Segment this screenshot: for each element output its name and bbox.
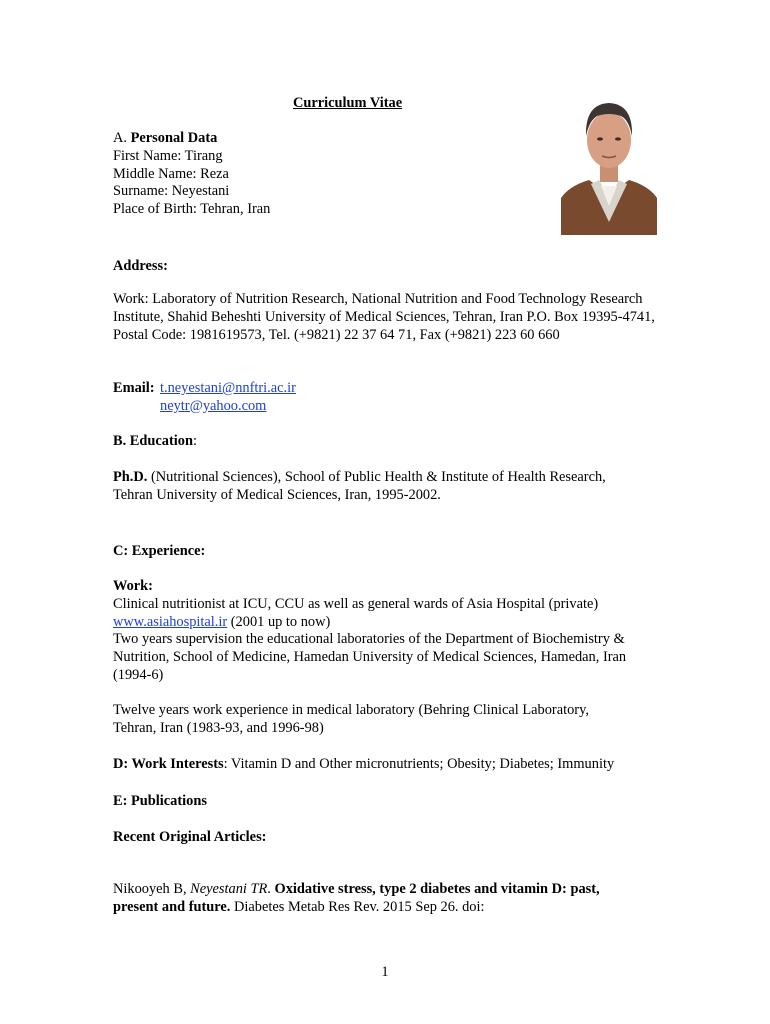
- asia-hospital-link[interactable]: www.asiahospital.ir: [113, 613, 228, 630]
- publications-heading: E: Publications: [113, 793, 207, 809]
- article-entry: Nikooyeh B, Neyestani TR. Oxidative stress, type 2 diabetes and vitamin D: past, present and future. Diabetes Metab Res Rev. 2015 Sep 26. doi:: [113, 881, 600, 915]
- email-block: [113, 380, 658, 416]
- experience-line-1: Clinical nutritionist at ICU, CCU as well as general wards of Asia Hospital (private): [113, 595, 599, 612]
- recent-articles-heading: Recent Original Articles:: [113, 829, 267, 845]
- experience-work: [113, 578, 658, 685]
- personal-data-heading: A. Personal Data: [113, 130, 218, 146]
- page-number: 1: [381, 964, 389, 980]
- email-link-2[interactable]: neytr@yahoo.com: [160, 397, 267, 414]
- experience-link-line: www.asiahospital.ir (2001 up to now): [113, 613, 331, 630]
- personal-data-section: [113, 130, 658, 219]
- page-title: Curriculum Vitae: [293, 95, 403, 111]
- experience-para-2: Two years supervision the educational laboratories of the Department of Biochemistry & Nutrition, School of Medicine, Hamedan University of Medical Sciences, Hamedan, Iran (1994-6): [113, 631, 627, 683]
- first-name: First Name: Tirang: [113, 147, 223, 164]
- education-degree: Ph.D. (Nutritional Sciences), School of Public Health & Institute of Health Research, Tehran University of Medical Sciences, Iran, 1995-2002.: [113, 469, 606, 503]
- work-interests: D: Work Interests: Vitamin D and Other micronutrients; Obesity; Diabetes; Immunity: [113, 756, 615, 772]
- work-subheading: Work:: [113, 578, 153, 594]
- email-label: Email:: [113, 380, 155, 396]
- experience-heading: C: Experience:: [113, 543, 206, 559]
- experience-para-3: Twelve years work experience in medical laboratory (Behring Clinical Laboratory, Tehran, Iran (1983-93, and 1996-98): [113, 702, 589, 736]
- place-of-birth: Place of Birth: Tehran, Iran: [113, 201, 271, 218]
- surname: Surname: Neyestani: [113, 183, 230, 200]
- address-heading: Address:: [113, 258, 168, 274]
- education-heading: B. Education:: [113, 433, 197, 449]
- work-address: Work: Laboratory of Nutrition Research, National Nutrition and Food Technology Research Institute, Shahid Beheshti University of Medical Sciences, Tehran, Iran P.O. Box 19395-4741, Postal Code: 1981619573, Tel. (+9821) 22 37 64 71, Fax (+9821) 223 60 660: [113, 291, 655, 343]
- email-link-1[interactable]: t.neyestani@nnftri.ac.ir: [160, 380, 296, 396]
- middle-name: Middle Name: Reza: [113, 165, 229, 182]
